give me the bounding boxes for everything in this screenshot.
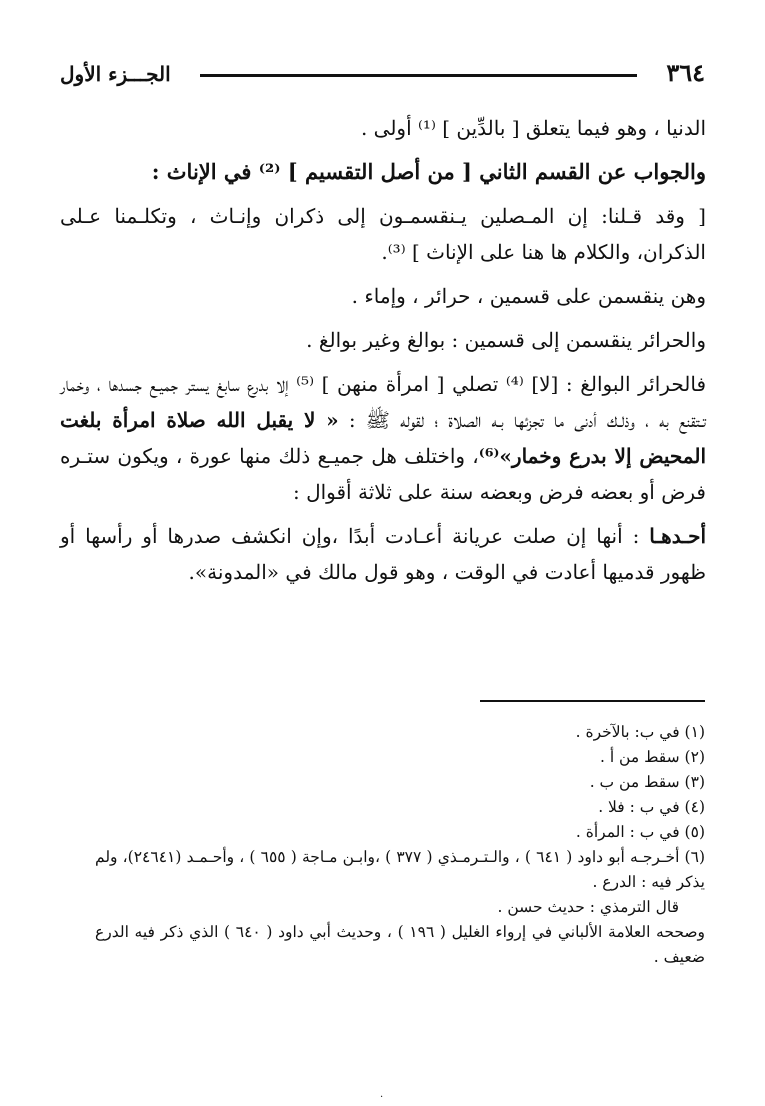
footnote-3: (٣) سقط من ب . [589, 773, 705, 791]
paragraph-4: والحرائر ينقسمن إلى قسمين : بوالغ وغير بوالغ . [306, 328, 706, 352]
footnote-6-tirmidhi: قال الترمذي : حديث حسن . [497, 898, 679, 916]
main-text [60, 110, 706, 598]
page-number: ٣٦٤ [666, 58, 705, 87]
footnote-4: (٤) في ب : فلا . [598, 798, 705, 816]
header-rule [200, 74, 637, 77]
paragraph-6 [60, 518, 706, 590]
footnote-2: (٢) سقط من أ . [599, 748, 705, 766]
hadith-quote: « لا يقبل الله صلاة امرأة بلغت المحيض إلا بدرع وخمار»⁽⁶⁾ [60, 408, 707, 468]
footnote-6: (٦) أخـرجـه أبو داود ( ٦٤١ ) ، والـتـرمـذي ( ٣٧٧ ) ،وابـن مـاجة ( ٦٥٥ ) ، وأحـمـد (٢٤٦٤١)، ولم يذكر فيه : الدرع . [95, 848, 705, 891]
running-title: الجـــزء الأول [60, 62, 171, 86]
paragraph-5-text-a: فالحرائر البوالغ : [لا] ⁽⁴⁾ تصلي [ امرأة منهن ] ⁽⁵⁾ إلا بدرع سابغ يستر جميـع جسدها ، وخمار تـتقنع به ، وذلـك أدنى ما تجزئها بـه الصلاة ؛ لقوله ﷺ : [60, 372, 707, 432]
first-opinion-label: أحـدهـا [649, 524, 706, 548]
paragraph-6-text: : أنها إن صلت عريانة أعـادت أبدًا ،وإن انكشف صدرها أو رأسها أو ظهور قدميها أعادت في الوقت ، وهو قول مالك في «المدونة». [60, 524, 706, 584]
footnote-6-albani: وصححه العلامة الألباني في إرواء الغليل ( ١٩٦ ) ، وحديث أبي داود ( ٦٤٠ ) الذي ذكر فيه الدرع ضعيف . [95, 923, 705, 966]
footnote-separator [480, 700, 705, 702]
page-header [60, 58, 705, 92]
paragraph-3: وهن ينقسمن على قسمين ، حرائر ، وإماء . [351, 284, 706, 308]
paragraph-2: [ وقد قـلنا: إن المـصلين يـنقسمـون إلى ذكران وإنـاث ، وتكلـمنا عـلى الذكران، والكلام ها هنا على الإناث ] ⁽³⁾. [60, 204, 706, 264]
footnote-5: (٥) في ب : المرأة . [575, 823, 705, 841]
paragraph-1: الدنيا ، وهو فيما يتعلق [ بالدِّين ] ⁽¹⁾ أولى . [360, 116, 706, 140]
paragraph-5 [60, 366, 706, 510]
section-heading: والجواب عن القسم الثاني [ من أصل التقسيم ] ⁽²⁾ في الإناث : [151, 159, 706, 184]
footnotes [95, 720, 705, 970]
footnote-1: (١) في ب: بالآخرة . [575, 723, 705, 741]
paragraph-5-text-b: ، واختلف هل جميـع ذلك منها عورة ، ويكون ستـره فرض أو بعضه فرض وبعضه سنة على ثلاثة أقوال : [60, 444, 706, 504]
bottom-dot: . [380, 1089, 384, 1100]
